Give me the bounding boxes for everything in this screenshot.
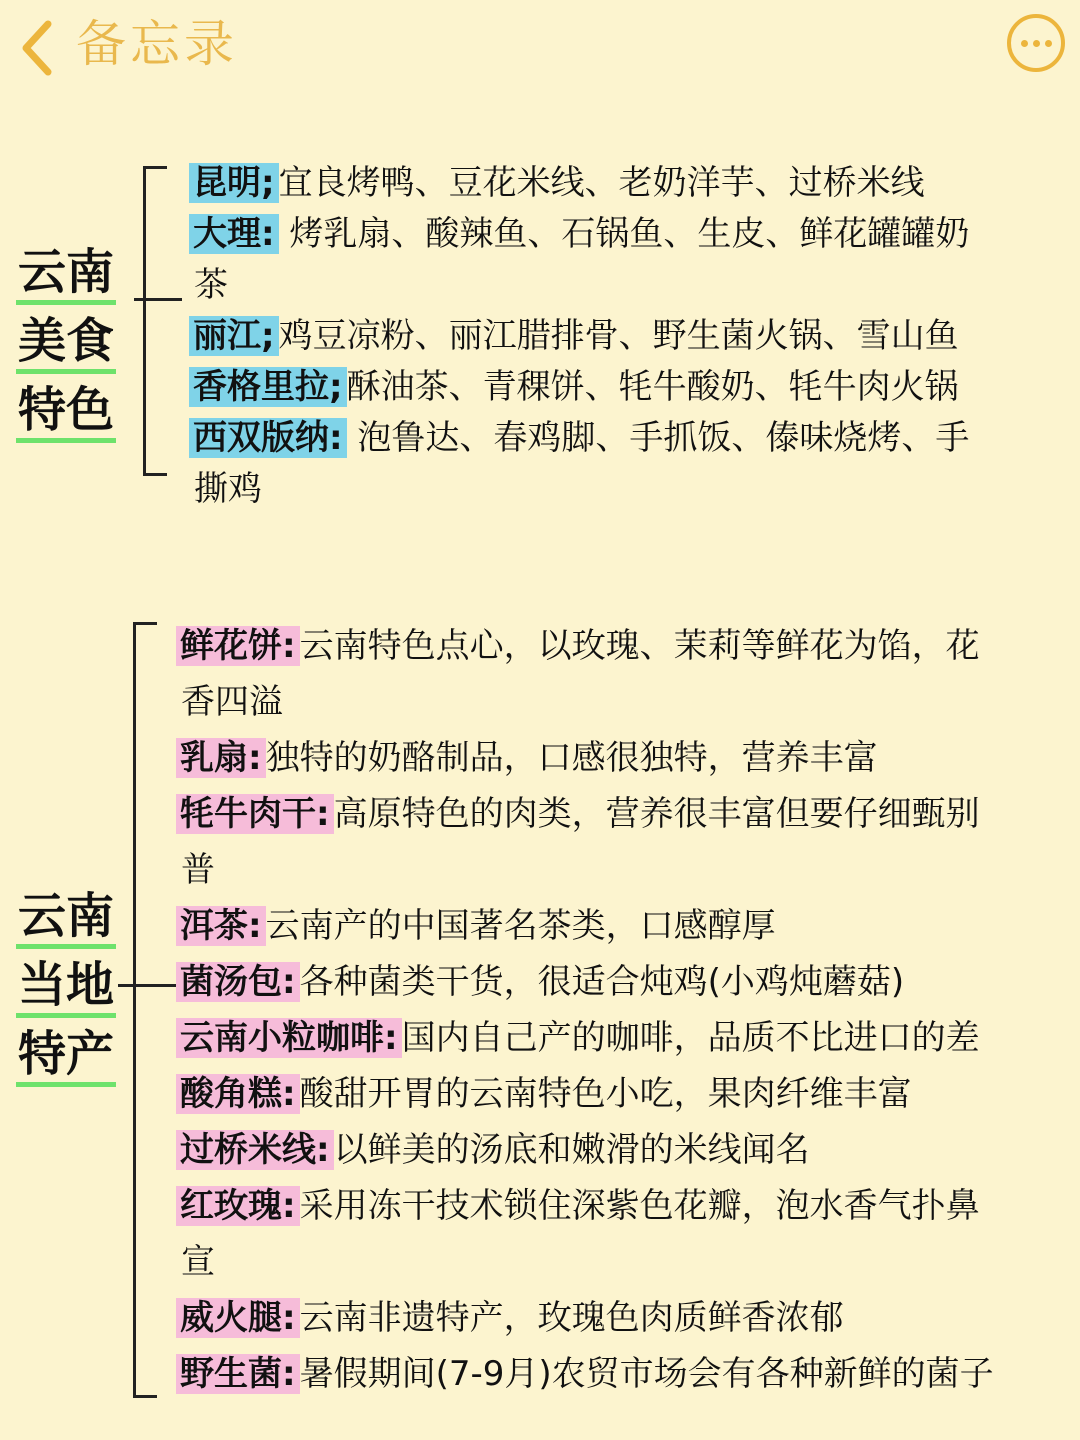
more-icon-dot [1033, 40, 1040, 47]
item-key-highlight: 云南小粒咖啡: [176, 1018, 402, 1058]
bracket-specialty-stem [118, 984, 176, 987]
more-icon [1021, 40, 1028, 47]
section-label-specialty [16, 888, 116, 1095]
list-item [176, 1066, 994, 1122]
item-description: 国内自己产的咖啡，品质不比进口的差 [401, 1018, 980, 1058]
list-item [189, 413, 969, 464]
item-key-highlight: 西双版纳: [189, 418, 347, 458]
item-description: 云南特色点心，以玫瑰、茉莉等鲜花为馅，花 [299, 626, 980, 666]
list-item [176, 730, 994, 786]
chevron-left-icon[interactable] [14, 18, 62, 78]
food-list [189, 158, 969, 515]
section-label-line: 云南 [16, 888, 116, 949]
list-item [176, 1122, 994, 1178]
item-description: 鸡豆凉粉、丽江腊排骨、野生菌火锅、雪山鱼 [278, 316, 959, 356]
list-item [176, 1234, 994, 1290]
item-description: 高原特色的肉类，营养很丰富但要仔细甄别 [333, 794, 980, 834]
item-key-highlight: 丽江; [189, 316, 279, 356]
list-item [189, 464, 969, 515]
item-key-highlight: 酸角糕: [176, 1074, 300, 1114]
list-item [176, 786, 994, 842]
item-description: 各种菌类干货，很适合炖鸡(小鸡炖蘑菇) [299, 962, 905, 1002]
item-description: 酸甜开胃的云南特色小吃，果肉纤维丰富 [299, 1074, 912, 1114]
list-item [176, 1346, 994, 1402]
item-description: 酥油茶、青稞饼、牦牛酸奶、牦牛肉火锅 [346, 367, 959, 407]
item-key-highlight: 过桥米线: [176, 1130, 334, 1170]
item-key-highlight: 野生菌: [176, 1354, 300, 1394]
item-key-highlight: 牦牛肉干: [176, 794, 334, 834]
list-item [176, 842, 994, 898]
more-button[interactable] [1007, 14, 1065, 72]
item-key-highlight: 乳扇: [176, 738, 266, 778]
item-description: 云南非遗特产，玫瑰色肉质鲜香浓郁 [299, 1298, 844, 1338]
item-description: 以鲜美的汤底和嫩滑的米线闻名 [333, 1130, 810, 1170]
list-item [176, 1178, 994, 1234]
section-label-line: 特产 [16, 1026, 116, 1087]
item-description: 泡鲁达、春鸡脚、手抓饭、傣味烧烤、手 [346, 418, 970, 458]
item-key-highlight: 威火腿: [176, 1298, 300, 1338]
section-label-line: 云南 [16, 244, 116, 305]
item-description: 宜良烤鸭、豆花米线、老奶洋芋、过桥米线 [278, 163, 925, 203]
list-item [176, 1010, 994, 1066]
specialty-list [176, 618, 994, 1402]
section-label-line: 当地 [16, 957, 116, 1018]
list-item [189, 362, 969, 413]
item-key-highlight: 昆明; [189, 163, 279, 203]
item-description: 香四溢 [181, 682, 283, 722]
bracket-food [143, 166, 167, 476]
section-label-food [16, 244, 116, 451]
item-key-highlight: 香格里拉; [189, 367, 347, 407]
item-description: 云南产的中国著名茶类，口感醇厚 [265, 906, 776, 946]
item-key-highlight: 鲜花饼: [176, 626, 300, 666]
item-description: 撕鸡 [194, 469, 262, 509]
section-label-line: 美食 [16, 313, 116, 374]
list-item [176, 954, 994, 1010]
item-description: 普 [181, 850, 215, 890]
page-title: 备忘录 [76, 15, 238, 73]
list-item [189, 260, 969, 311]
bracket-food-stem [134, 298, 182, 301]
item-key-highlight: 洱茶: [176, 906, 266, 946]
item-key-highlight: 红玫瑰: [176, 1186, 300, 1226]
bracket-specialty [133, 622, 157, 1398]
list-item [176, 674, 994, 730]
item-description: 采用冻干技术锁住深紫色花瓣，泡水香气扑鼻 [299, 1186, 980, 1226]
item-key-highlight: 大理: [189, 214, 279, 254]
list-item [189, 311, 969, 362]
list-item [176, 1290, 994, 1346]
list-item [189, 209, 969, 260]
list-item [189, 158, 969, 209]
section-label-line: 特色 [16, 382, 116, 443]
item-description: 宣 [181, 1242, 215, 1282]
more-icon-dot [1045, 40, 1052, 47]
item-description: 独特的奶酪制品，口感很独特，营养丰富 [265, 738, 878, 778]
item-description: 暑假期间(7-9月)农贸市场会有各种新鲜的菌子 [299, 1354, 994, 1394]
item-key-highlight: 菌汤包: [176, 962, 300, 1002]
item-description: 茶 [194, 265, 228, 305]
list-item [176, 618, 994, 674]
item-description: 烤乳扇、酸辣鱼、石锅鱼、生皮、鲜花罐罐奶 [278, 214, 970, 254]
list-item [176, 898, 994, 954]
